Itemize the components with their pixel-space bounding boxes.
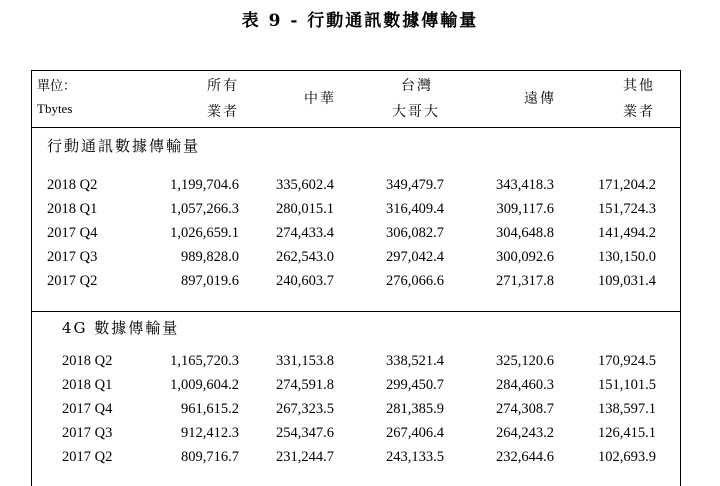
row-period: 2018 Q1	[47, 201, 98, 217]
cell-other: 130,150.0	[598, 249, 656, 265]
cell-taiwan-mobile: 316,409.4	[386, 201, 444, 217]
cell-taiwan-mobile: 281,385.9	[386, 401, 444, 417]
row-period: 2018 Q1	[62, 377, 113, 393]
section-title-mobile-data: 行動通訊數據傳輸量	[47, 137, 201, 155]
cell-taiwan-mobile: 243,133.5	[386, 449, 444, 465]
unit-label: 單位：	[37, 79, 77, 94]
cell-other: 171,204.2	[598, 177, 656, 193]
cell-chunghwa: 280,015.1	[276, 201, 334, 217]
page-title: 表 9 - 行動通訊數據傳輸量	[241, 11, 479, 31]
table-row	[32, 201, 680, 225]
cell-all: 1,057,266.3	[170, 201, 239, 217]
row-period: 2017 Q4	[62, 401, 113, 417]
table-row	[32, 425, 680, 449]
row-period: 2017 Q4	[47, 225, 98, 241]
cell-all: 1,199,704.6	[170, 177, 239, 193]
header-taiwan-mobile-line2: 大哥大	[392, 104, 440, 120]
row-period: 2017 Q3	[62, 425, 113, 441]
row-period: 2018 Q2	[62, 353, 113, 369]
cell-all: 989,828.0	[181, 249, 239, 265]
cell-chunghwa: 274,591.8	[276, 377, 334, 393]
header-all-operators-line1: 所有	[207, 78, 239, 94]
cell-all: 897,019.6	[181, 273, 239, 289]
cell-other: 138,597.1	[598, 401, 656, 417]
cell-taiwan-mobile: 267,406.4	[386, 425, 444, 441]
header-other-operators-line2: 業者	[623, 104, 655, 120]
unit-value: Tbytes	[37, 101, 73, 116]
header-chunghwa: 中華	[304, 91, 336, 107]
table-row	[32, 449, 680, 473]
cell-all: 1,165,720.3	[170, 353, 239, 369]
row-period: 2017 Q2	[47, 273, 98, 289]
cell-fareastone: 264,243.2	[496, 425, 554, 441]
section-title-4g-data: 4G 數據傳輸量	[62, 319, 180, 337]
cell-other: 151,101.5	[598, 377, 656, 393]
cell-taiwan-mobile: 349,479.7	[386, 177, 444, 193]
table-row	[32, 225, 680, 249]
cell-other: 126,415.1	[598, 425, 656, 441]
row-period: 2018 Q2	[47, 177, 98, 193]
cell-all: 912,412.3	[181, 425, 239, 441]
cell-fareastone: 274,308.7	[496, 401, 554, 417]
cell-chunghwa: 267,323.5	[276, 401, 334, 417]
cell-chunghwa: 240,603.7	[276, 273, 334, 289]
table-row	[32, 273, 680, 297]
cell-other: 151,724.3	[598, 201, 656, 217]
header-other-operators-line1: 其他	[623, 78, 655, 94]
cell-fareastone: 343,418.3	[496, 177, 554, 193]
cell-chunghwa: 331,153.8	[276, 353, 334, 369]
header-fareastone: 遠傳	[524, 91, 556, 107]
cell-all: 809,716.7	[181, 449, 239, 465]
cell-chunghwa: 262,543.0	[276, 249, 334, 265]
cell-chunghwa: 335,602.4	[276, 177, 334, 193]
cell-chunghwa: 274,433.4	[276, 225, 334, 241]
cell-chunghwa: 231,244.7	[276, 449, 334, 465]
cell-all: 1,009,604.2	[170, 377, 239, 393]
header-all-operators-line2: 業者	[207, 104, 239, 120]
cell-taiwan-mobile: 338,521.4	[386, 353, 444, 369]
table-row	[32, 177, 680, 201]
table-row	[32, 377, 680, 401]
section-divider	[32, 311, 680, 312]
cell-fareastone: 325,120.6	[496, 353, 554, 369]
cell-taiwan-mobile: 276,066.6	[386, 273, 444, 289]
cell-other: 170,924.5	[598, 353, 656, 369]
cell-fareastone: 232,644.6	[496, 449, 554, 465]
table-header	[32, 71, 680, 128]
cell-fareastone: 284,460.3	[496, 377, 554, 393]
row-period: 2017 Q3	[47, 249, 98, 265]
cell-fareastone: 309,117.6	[496, 201, 554, 217]
cell-fareastone: 300,092.6	[496, 249, 554, 265]
table-row	[32, 401, 680, 425]
cell-taiwan-mobile: 297,042.4	[386, 249, 444, 265]
table-row	[32, 249, 680, 273]
cell-fareastone: 304,648.8	[496, 225, 554, 241]
row-period: 2017 Q2	[62, 449, 113, 465]
cell-other: 109,031.4	[598, 273, 656, 289]
table-row	[32, 353, 680, 377]
cell-taiwan-mobile: 306,082.7	[386, 225, 444, 241]
cell-fareastone: 271,317.8	[496, 273, 554, 289]
cell-other: 102,693.9	[598, 449, 656, 465]
header-taiwan-mobile-line1: 台灣	[401, 78, 433, 94]
cell-all: 961,615.2	[181, 401, 239, 417]
cell-taiwan-mobile: 299,450.7	[386, 377, 444, 393]
cell-other: 141,494.2	[598, 225, 656, 241]
cell-chunghwa: 254,347.6	[276, 425, 334, 441]
data-table	[31, 70, 681, 486]
cell-all: 1,026,659.1	[170, 225, 239, 241]
